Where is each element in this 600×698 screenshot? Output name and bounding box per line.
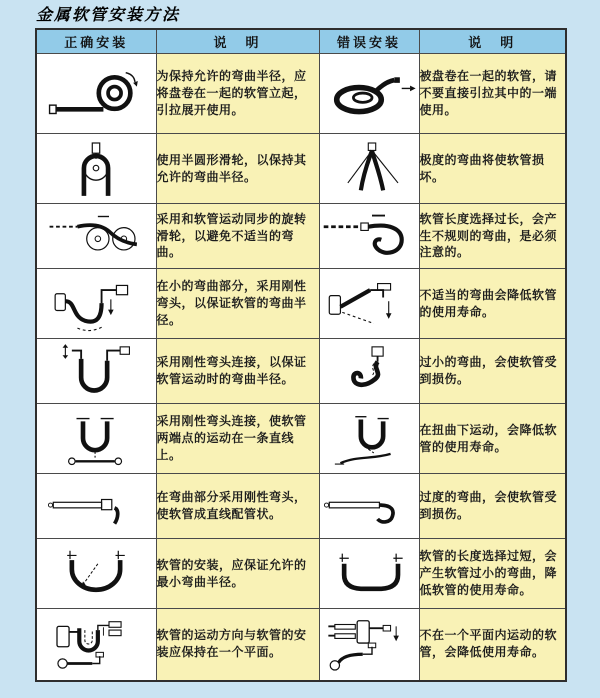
correct-description: 为保持允许的弯曲半径，应将盘卷在一起的软管立起，引拉展开使用。: [156, 54, 319, 134]
u-bend-twisted-motion-illustration: [320, 410, 424, 468]
correct-illustration-cell: [36, 54, 156, 134]
correct-description: 软管的运动方向与软管的安装应保持在一个平面。: [156, 609, 319, 681]
rigid-elbow-u-bend-illustration: [44, 342, 148, 400]
correct-illustration-cell: [36, 204, 156, 269]
hose-in-one-plane-illustration: [44, 615, 148, 673]
wrong-description: 不适当的弯曲会降低软管的使用寿命。: [419, 269, 566, 339]
synchronized-pulleys-illustration: [44, 207, 148, 265]
table-row: [36, 134, 566, 204]
correct-description: 采用刚性弯头连接，以保证软管运动时的弯曲半径。: [156, 339, 319, 404]
table-row: [36, 339, 566, 404]
hose-excessive-bend-illustration: [320, 477, 424, 535]
header-wrong-description: 说 明: [419, 29, 566, 54]
correct-illustration-cell: [36, 609, 156, 681]
wrong-description: 软管的长度选择过短，会产生软管过小的弯曲，降低软管的使用寿命。: [419, 539, 566, 609]
wrong-illustration-cell: [319, 474, 419, 539]
header-wrong-install: 错误安装: [319, 29, 419, 54]
wrong-description: 过度的弯曲，会使软管受到损伤。: [419, 474, 566, 539]
table-row: [36, 609, 566, 681]
table-row: [36, 404, 566, 474]
table-row: [36, 269, 566, 339]
header-correct-install: 正确安装: [36, 29, 156, 54]
wrong-description: 被盘卷在一起的软管，请不要直接引拉其中的一端使用。: [419, 54, 566, 134]
correct-description: 使用半圆形滑轮，以保持其允许的弯曲半径。: [156, 134, 319, 204]
correct-description: 在小的弯曲部分，采用刚性弯头，以保证软管的弯曲半径。: [156, 269, 319, 339]
correct-illustration-cell: [36, 339, 156, 404]
hose-over-pulley-illustration: [44, 140, 148, 198]
correct-description: 采用和软管运动同步的旋转滑轮，以避免不适当的弯曲。: [156, 204, 319, 269]
wrong-description: 在扭曲下运动，会降低软管的使用寿命。: [419, 404, 566, 474]
min-bend-radius-u-illustration: [44, 545, 148, 603]
wrong-illustration-cell: [319, 134, 419, 204]
wrong-illustration-cell: [319, 539, 419, 609]
correct-illustration-cell: [36, 134, 156, 204]
table-row: [36, 474, 566, 539]
coiled-hose-flat-illustration: [320, 65, 424, 123]
straight-piping-elbow-illustration: [44, 477, 148, 535]
wrong-description: 过小的弯曲，会使软管受到损伤。: [419, 339, 566, 404]
table-header: [36, 29, 566, 54]
table-row: [36, 539, 566, 609]
wrong-illustration-cell: [319, 54, 419, 134]
correct-illustration-cell: [36, 269, 156, 339]
wrong-illustration-cell: [319, 609, 419, 681]
hose-too-short-illustration: [320, 545, 424, 603]
hose-small-bend-hook-illustration: [320, 342, 424, 400]
correct-description: 软管的安装，应保证允许的最小弯曲半径。: [156, 539, 319, 609]
hose-extreme-bend-illustration: [320, 140, 424, 198]
wrong-description: 软管长度选择过长，会产生不规则的弯曲，是必须注意的。: [419, 204, 566, 269]
table-row: [36, 54, 566, 134]
correct-illustration-cell: [36, 539, 156, 609]
improper-bend-illustration: [320, 275, 424, 333]
hose-not-in-one-plane-illustration: [320, 615, 424, 673]
coiled-hose-upright-illustration: [44, 65, 148, 123]
correct-illustration-cell: [36, 474, 156, 539]
installation-table: [35, 28, 567, 682]
wrong-illustration-cell: [319, 204, 419, 269]
hose-too-long-loop-illustration: [320, 207, 424, 265]
wrong-illustration-cell: [319, 269, 419, 339]
wrong-illustration-cell: [319, 404, 419, 474]
rigid-elbow-small-bend-illustration: [44, 275, 148, 333]
wrong-description: 极度的弯曲将使软管损坏。: [419, 134, 566, 204]
table-row: [36, 204, 566, 269]
wrong-illustration-cell: [319, 339, 419, 404]
u-bend-straight-motion-illustration: [44, 410, 148, 468]
correct-illustration-cell: [36, 404, 156, 474]
correct-description: 在弯曲部分采用刚性弯头，使软管成直线配管状。: [156, 474, 319, 539]
header-correct-description: 说 明: [156, 29, 319, 54]
page-title: 金属软管安装方法: [36, 7, 181, 24]
correct-description: 采用刚性弯头连接，使软管两端点的运动在一条直线上。: [156, 404, 319, 474]
wrong-description: 不在一个平面内运动的软管，会降低使用寿命。: [419, 609, 566, 681]
